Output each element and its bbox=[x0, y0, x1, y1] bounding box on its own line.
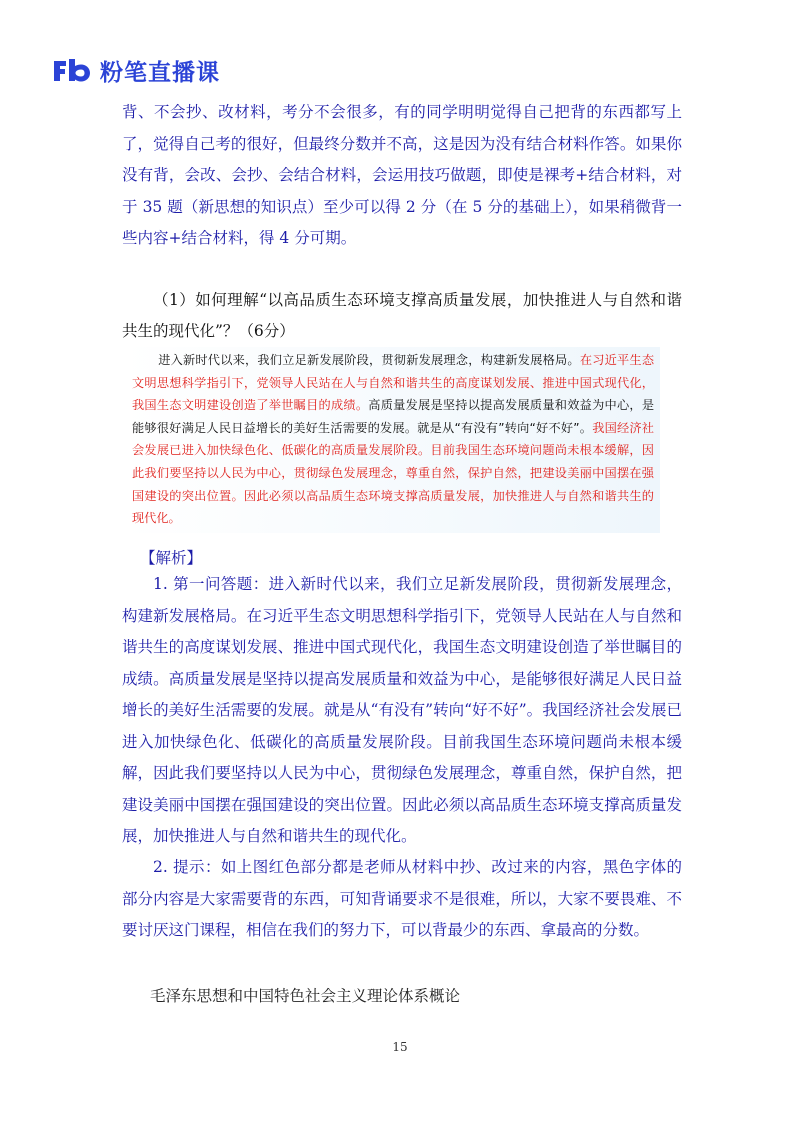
analysis-point-1: 1. 第一问答题：进入新时代以来，我们立足新发展阶段，贯彻新发展理念，构建新发展格局。在习近平生态文明思想科学指引下，党领导人民站在人与自然和谐共生的高度谋划发展、推进中国式现代化，我国生态文明建设创造了举世瞩目的成绩。高质量发展是坚持以提高发展质量和效益为中心，是能够很好满足人民日益增长的美好生活需要的发展。就是从“有没有”转向“好不好”。我国经济社会发展已进入加快绿色化、低碳化的高质量发展阶段。目前我国生态环境问题尚未根本缓解，因此我们要坚持以人民为中心，贯彻绿色发展理念，尊重自然，保护自然，把建设美丽中国摆在强国建设的突出位置。因此必须以高品质生态环境支撑高质量发展，加快推进人与自然和谐共生的现代化。 bbox=[122, 575, 682, 845]
answer-segment-material-2: 我国经济社会发展已进入加快绿色化、低碳化的高质量发展阶段。目前我国生态环境问题尚未根本缓解，因此我们要坚持以人民为中心，贯彻绿色发展理念，尊重自然，保护自然，把建设美丽中国摆在强国建设的突出位置。因此必须以高品质生态环境支撑高质量发展，加快推进人与自然和谐共生的现代化。 bbox=[132, 420, 654, 526]
answer-segment-memorized-2: 高质量发展是坚持以提高发展质量和效益为中心，是能够很好满足人民日益增长的美好生活需要的发展。就是从“有没有”转向“好不好”。 bbox=[132, 398, 655, 435]
answer-image-box bbox=[124, 347, 660, 533]
answer-segment-material-1: 在习近平生态文明思想科学指引下，党领导人民站在人与自然和谐共生的高度谋划发展、推进中国式现代化，我国生态文明建设创造了举世瞩目的成绩。 bbox=[132, 353, 655, 413]
fb-logo-icon bbox=[52, 57, 92, 83]
brand-logo-text: 粉笔直播课 bbox=[100, 59, 220, 86]
page-number: 15 bbox=[392, 1040, 408, 1054]
course-title: 毛泽东思想和中国特色社会主义理论体系概论 bbox=[150, 987, 461, 1005]
intro-paragraph: 背、不会抄、改材料，考分不会很多，有的同学明明觉得自己把背的东西都写上了，觉得自己考的很好，但最终分数并不高，这是因为没有结合材料作答。如果你没有背，会改、会抄、会结合材料，会运用技巧做题，即使是裸考+结合材料，对于 35 题（新思想的知识点）至少可以得 2 分（在 5 分的基础上），如果稍微背一些内容+结合材料，得 4 分可期。 bbox=[122, 103, 682, 247]
analysis-label: 【解析】 bbox=[140, 549, 203, 567]
header bbox=[52, 52, 220, 88]
answer-segment-memorized-1: 进入新时代以来，我们立足新发展阶段，贯彻新发展理念，构建新发展格局。 bbox=[158, 353, 580, 367]
analysis-point-2: 2. 提示：如上图红色部分都是老师从材料中抄、改过来的内容，黑色字体的部分内容是大家需要背的东西，可知背诵要求不是很难，所以，大家不要畏难、不要讨厌这门课程，相信在我们的努力下，可以背最少的东西、拿最高的分数。 bbox=[122, 858, 682, 939]
question-1: （1）如何理解“以高品质生态环境支撑高质量发展，加快推进人与自然和谐共生的现代化”？（6分） bbox=[122, 291, 682, 340]
